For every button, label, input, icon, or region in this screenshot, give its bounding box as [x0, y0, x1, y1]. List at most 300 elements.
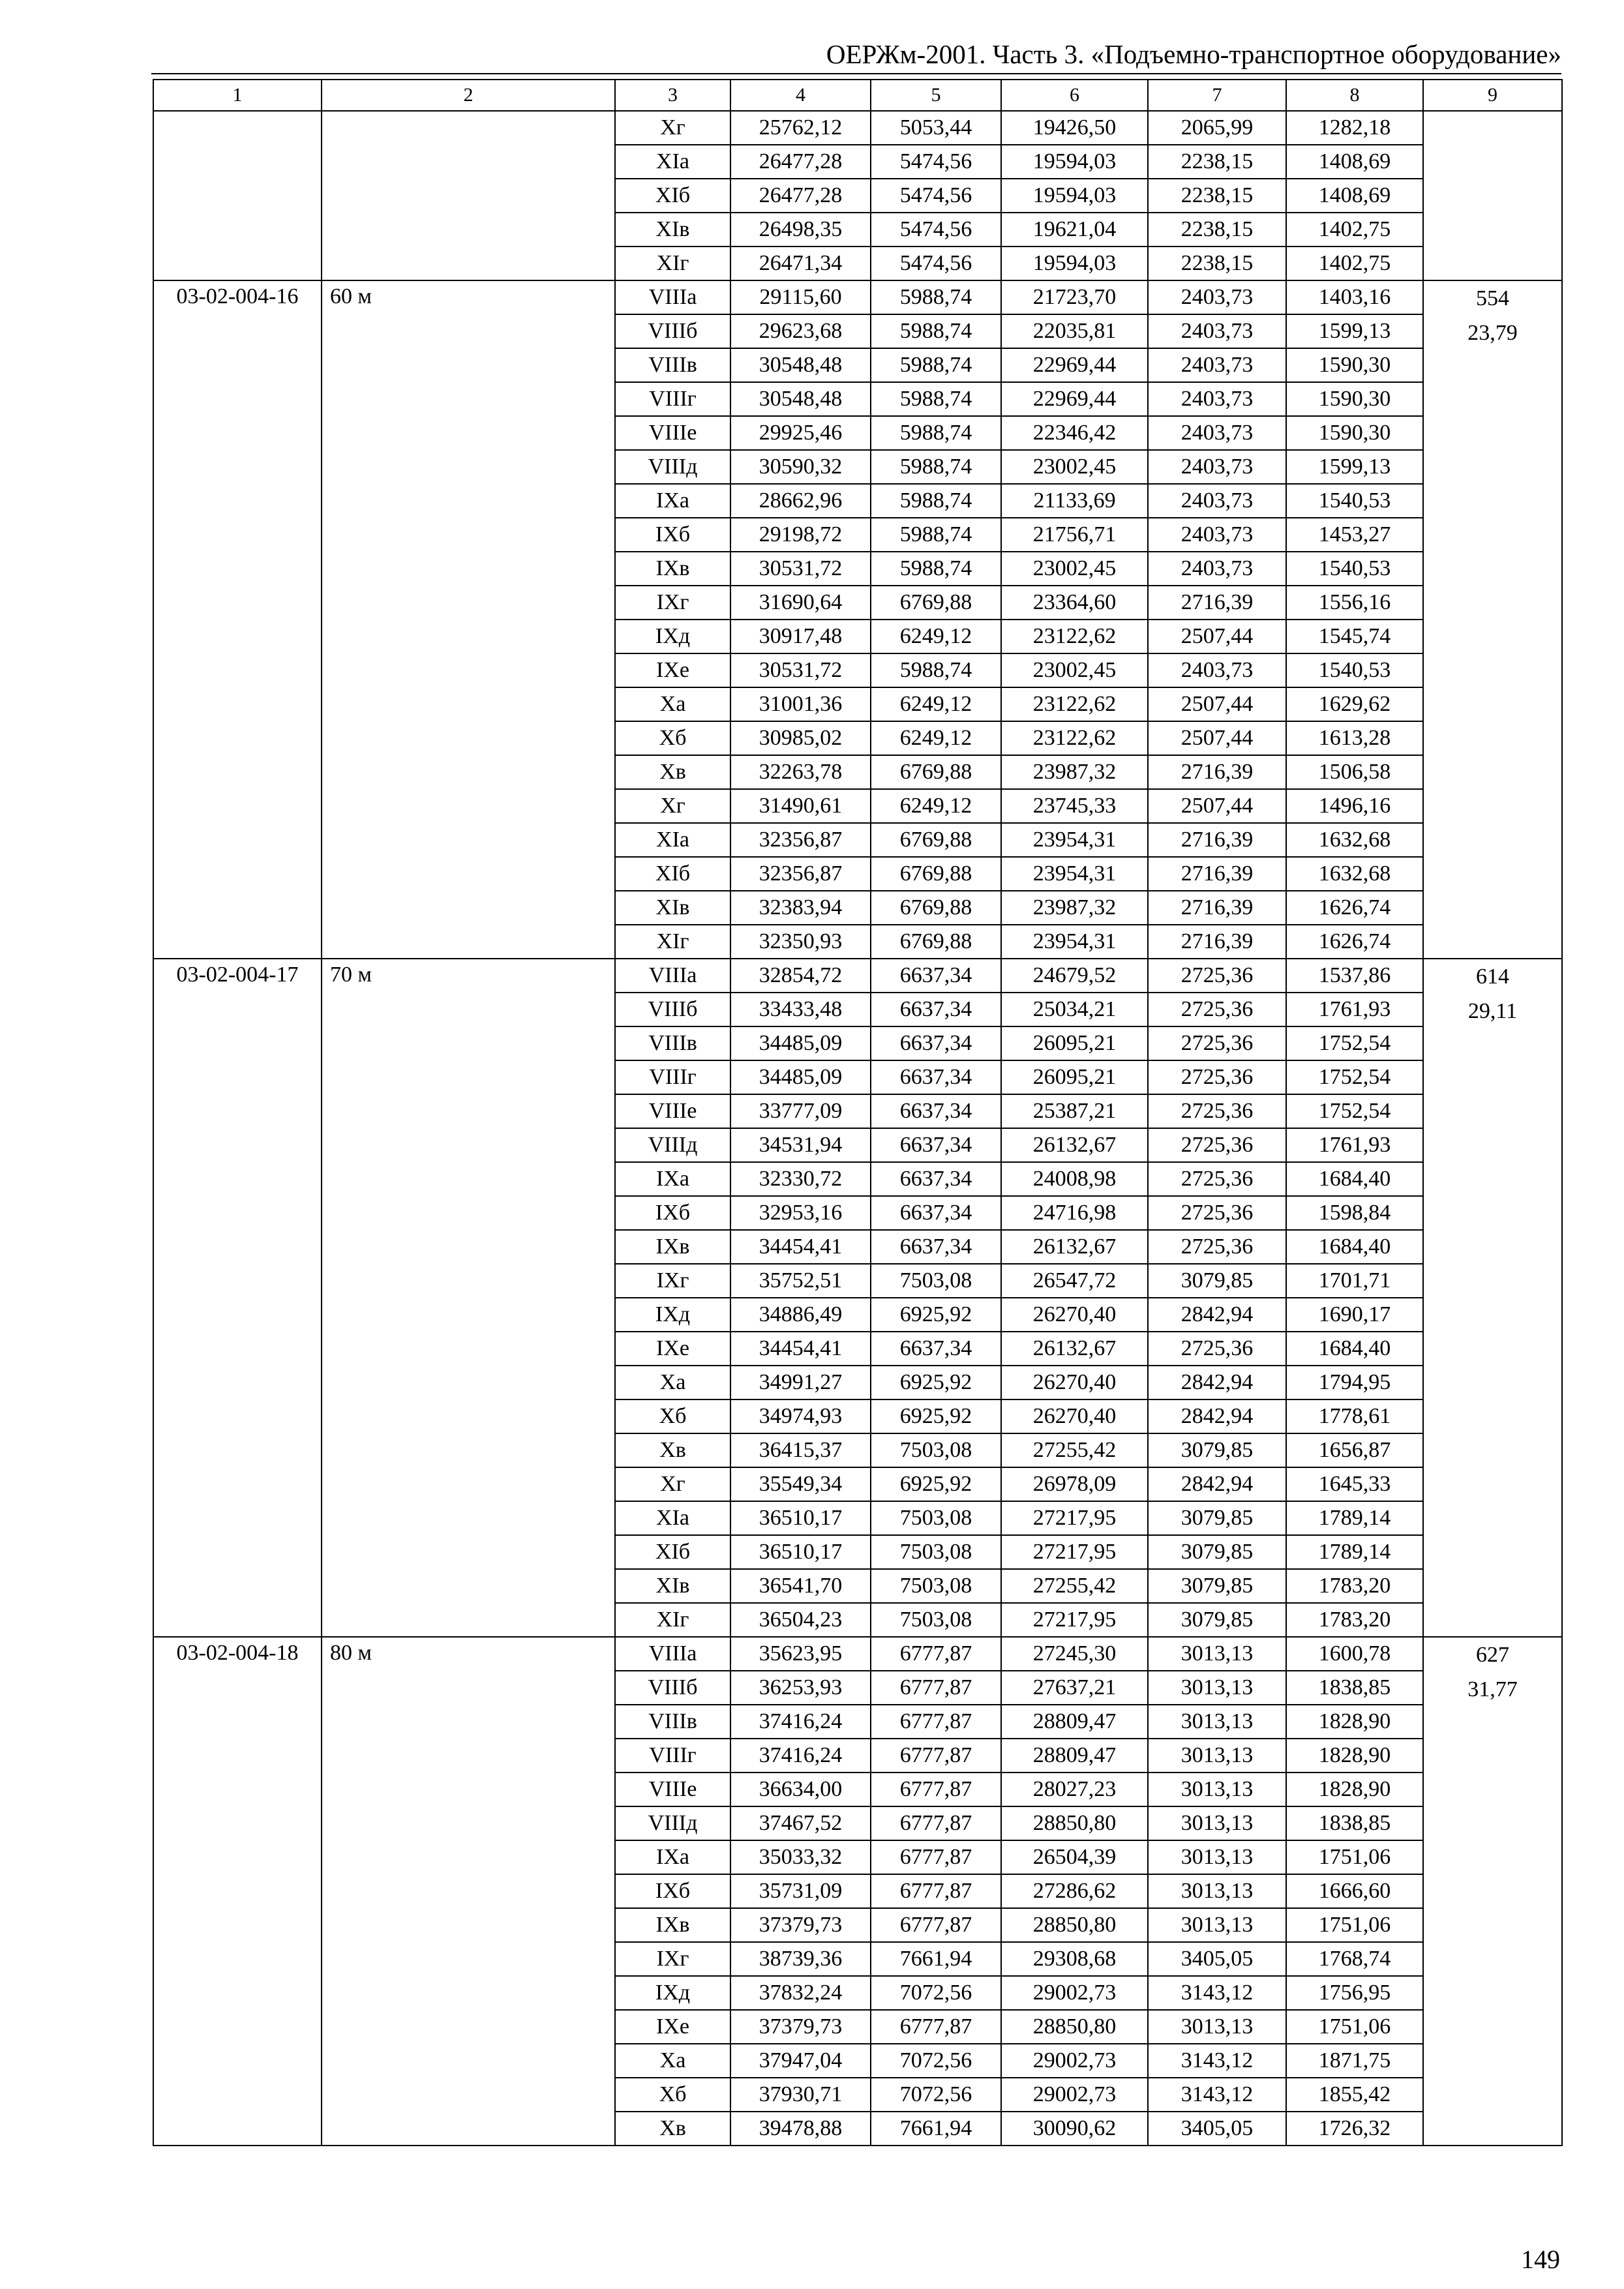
row-value: 35623,95 — [730, 1637, 871, 1671]
row-value: 6925,92 — [871, 1298, 1001, 1332]
rate-code: 03-02-004-18 — [153, 1637, 322, 2146]
row-value: 6925,92 — [871, 1399, 1001, 1433]
row-value: 1656,87 — [1286, 1433, 1423, 1467]
row-value: 2403,73 — [1148, 518, 1286, 552]
row-value: 19594,03 — [1001, 247, 1148, 280]
extra-value: 614 — [1476, 965, 1509, 989]
row-value: 6769,88 — [871, 823, 1001, 857]
row-value: 6769,88 — [871, 857, 1001, 891]
row-value: 32356,87 — [730, 823, 871, 857]
row-category: XIв — [615, 891, 730, 925]
row-category: XIа — [615, 823, 730, 857]
row-value: 7072,56 — [871, 2044, 1001, 2078]
row-value: 26498,35 — [730, 213, 871, 247]
column-number: 1 — [153, 80, 322, 111]
row-value: 7661,94 — [871, 1942, 1001, 1976]
row-value: 3079,85 — [1148, 1603, 1286, 1637]
row-category: XIв — [615, 213, 730, 247]
row-category: IXе — [615, 1332, 730, 1366]
row-value: 7072,56 — [871, 1976, 1001, 2010]
row-value: 6637,34 — [871, 993, 1001, 1026]
row-value: 6777,87 — [871, 1806, 1001, 1840]
row-category: XIб — [615, 1535, 730, 1569]
row-category: XIг — [615, 925, 730, 959]
row-value: 2842,94 — [1148, 1298, 1286, 1332]
row-value: 1768,74 — [1286, 1942, 1423, 1976]
row-value: 32263,78 — [730, 755, 871, 789]
row-value: 1598,84 — [1286, 1196, 1423, 1230]
row-value: 3013,13 — [1148, 1874, 1286, 1908]
row-value: 6249,12 — [871, 620, 1001, 653]
row-value: 19594,03 — [1001, 179, 1148, 213]
row-value: 2403,73 — [1148, 314, 1286, 348]
row-value: 6637,34 — [871, 1060, 1001, 1094]
row-value: 1645,33 — [1286, 1467, 1423, 1501]
row-value: 3013,13 — [1148, 1671, 1286, 1705]
row-value: 1690,17 — [1286, 1298, 1423, 1332]
row-value: 3013,13 — [1148, 1705, 1286, 1739]
row-value: 23954,31 — [1001, 823, 1148, 857]
column-number: 2 — [322, 80, 615, 111]
row-category: Xа — [615, 687, 730, 721]
row-value: 29925,46 — [730, 416, 871, 450]
row-value: 22346,42 — [1001, 416, 1148, 450]
row-value: 35731,09 — [730, 1874, 871, 1908]
row-value: 34454,41 — [730, 1230, 871, 1264]
row-value: 3013,13 — [1148, 1637, 1286, 1671]
row-value: 26270,40 — [1001, 1366, 1148, 1399]
row-value: 2725,36 — [1148, 1332, 1286, 1366]
row-value: 35752,51 — [730, 1264, 871, 1298]
row-value: 2403,73 — [1148, 552, 1286, 586]
row-category: Xг — [615, 1467, 730, 1501]
row-value: 2716,39 — [1148, 891, 1286, 925]
row-value: 29002,73 — [1001, 2078, 1148, 2112]
row-category: IXа — [615, 1162, 730, 1196]
row-value: 2716,39 — [1148, 755, 1286, 789]
row-value: 26547,72 — [1001, 1264, 1148, 1298]
row-value: 2403,73 — [1148, 484, 1286, 518]
row-value: 32356,87 — [730, 857, 871, 891]
rate-extra — [1423, 111, 1562, 280]
row-category: Xв — [615, 2112, 730, 2146]
row-value: 33777,09 — [730, 1094, 871, 1128]
row-category: VIIIд — [615, 1806, 730, 1840]
row-value: 1626,74 — [1286, 925, 1423, 959]
row-value: 1783,20 — [1286, 1569, 1423, 1603]
row-value: 28027,23 — [1001, 1773, 1148, 1806]
row-value: 1752,54 — [1286, 1060, 1423, 1094]
page-number: 149 — [1521, 2245, 1560, 2274]
row-value: 36415,37 — [730, 1433, 871, 1467]
row-value: 26477,28 — [730, 179, 871, 213]
row-value: 27286,62 — [1001, 1874, 1148, 1908]
row-value: 7503,08 — [871, 1433, 1001, 1467]
row-value: 30531,72 — [730, 552, 871, 586]
row-value: 2238,15 — [1148, 247, 1286, 280]
rate-name: 60 м — [322, 280, 615, 959]
row-category: IXг — [615, 586, 730, 620]
row-value: 7503,08 — [871, 1264, 1001, 1298]
row-value: 36541,70 — [730, 1569, 871, 1603]
row-category: IXд — [615, 1298, 730, 1332]
row-value: 34485,09 — [730, 1026, 871, 1060]
row-value: 3013,13 — [1148, 1773, 1286, 1806]
row-value: 6249,12 — [871, 789, 1001, 823]
row-category: IXв — [615, 1908, 730, 1942]
row-value: 25762,12 — [730, 111, 871, 145]
row-value: 25387,21 — [1001, 1094, 1148, 1128]
row-value: 3143,12 — [1148, 2078, 1286, 2112]
row-value: 19426,50 — [1001, 111, 1148, 145]
table-row — [153, 1637, 1562, 1671]
row-value: 37947,04 — [730, 2044, 871, 2078]
row-value: 2842,94 — [1148, 1366, 1286, 1399]
table-body — [153, 111, 1562, 2146]
row-value: 7503,08 — [871, 1603, 1001, 1637]
row-value: 1855,42 — [1286, 2078, 1423, 2112]
column-number-row — [153, 80, 1562, 111]
row-value: 24716,98 — [1001, 1196, 1148, 1230]
row-category: VIIIе — [615, 416, 730, 450]
row-value: 2403,73 — [1148, 416, 1286, 450]
row-category: VIIIв — [615, 348, 730, 382]
row-value: 2403,73 — [1148, 653, 1286, 687]
row-value: 27637,21 — [1001, 1671, 1148, 1705]
row-value: 2507,44 — [1148, 620, 1286, 653]
row-value: 7661,94 — [871, 2112, 1001, 2146]
row-value: 3079,85 — [1148, 1535, 1286, 1569]
row-value: 2725,36 — [1148, 1196, 1286, 1230]
row-value: 3013,13 — [1148, 2010, 1286, 2044]
row-category: VIIIг — [615, 382, 730, 416]
rate-name: 80 м — [322, 1637, 615, 2146]
row-value: 3013,13 — [1148, 1840, 1286, 1874]
row-value: 30548,48 — [730, 382, 871, 416]
row-value: 1408,69 — [1286, 179, 1423, 213]
row-value: 2065,99 — [1148, 111, 1286, 145]
row-value: 1828,90 — [1286, 1739, 1423, 1773]
row-value: 22035,81 — [1001, 314, 1148, 348]
row-value: 30090,62 — [1001, 2112, 1148, 2146]
row-value: 2842,94 — [1148, 1399, 1286, 1433]
row-value: 1761,93 — [1286, 993, 1423, 1026]
row-category: VIIIб — [615, 314, 730, 348]
row-value: 32854,72 — [730, 959, 871, 993]
row-value: 1632,68 — [1286, 823, 1423, 857]
row-value: 37416,24 — [730, 1739, 871, 1773]
table-row — [153, 111, 1562, 145]
row-value: 1402,75 — [1286, 247, 1423, 280]
extra-value: 29,11 — [1467, 999, 1518, 1023]
row-category: IXб — [615, 518, 730, 552]
rate-name — [322, 111, 615, 280]
row-value: 1590,30 — [1286, 382, 1423, 416]
row-value: 30917,48 — [730, 620, 871, 653]
row-category: VIIIг — [615, 1739, 730, 1773]
row-value: 1632,68 — [1286, 857, 1423, 891]
row-value: 5474,56 — [871, 179, 1001, 213]
row-value: 24008,98 — [1001, 1162, 1148, 1196]
row-value: 28809,47 — [1001, 1739, 1148, 1773]
row-value: 2725,36 — [1148, 993, 1286, 1026]
row-value: 6777,87 — [871, 1773, 1001, 1806]
row-value: 3013,13 — [1148, 1806, 1286, 1840]
row-value: 23364,60 — [1001, 586, 1148, 620]
row-value: 1600,78 — [1286, 1637, 1423, 1671]
row-category: VIIIб — [615, 993, 730, 1026]
row-value: 21723,70 — [1001, 280, 1148, 314]
row-value: 1789,14 — [1286, 1535, 1423, 1569]
row-value: 1506,58 — [1286, 755, 1423, 789]
row-value: 3143,12 — [1148, 1976, 1286, 2010]
row-value: 1756,95 — [1286, 1976, 1423, 2010]
row-category: IXд — [615, 1976, 730, 2010]
row-value: 2725,36 — [1148, 1230, 1286, 1264]
row-value: 6769,88 — [871, 925, 1001, 959]
row-value: 5988,74 — [871, 314, 1001, 348]
row-value: 37467,52 — [730, 1806, 871, 1840]
row-value: 5474,56 — [871, 247, 1001, 280]
rate-code — [153, 111, 322, 280]
row-category: IXв — [615, 1230, 730, 1264]
row-value: 27217,95 — [1001, 1603, 1148, 1637]
row-value: 36510,17 — [730, 1535, 871, 1569]
row-category: XIб — [615, 179, 730, 213]
row-value: 2842,94 — [1148, 1467, 1286, 1501]
row-value: 1684,40 — [1286, 1162, 1423, 1196]
row-value: 6925,92 — [871, 1467, 1001, 1501]
row-category: IXв — [615, 552, 730, 586]
row-value: 6769,88 — [871, 755, 1001, 789]
row-category: VIIIд — [615, 1128, 730, 1162]
row-value: 1684,40 — [1286, 1230, 1423, 1264]
row-value: 30548,48 — [730, 348, 871, 382]
row-value: 23002,45 — [1001, 450, 1148, 484]
row-value: 5988,74 — [871, 484, 1001, 518]
row-value: 2507,44 — [1148, 721, 1286, 755]
row-category: XIа — [615, 1501, 730, 1535]
row-category: Xб — [615, 2078, 730, 2112]
row-value: 29198,72 — [730, 518, 871, 552]
row-value: 1590,30 — [1286, 416, 1423, 450]
row-value: 25034,21 — [1001, 993, 1148, 1026]
row-value: 26978,09 — [1001, 1467, 1148, 1501]
row-value: 32350,93 — [730, 925, 871, 959]
row-value: 3143,12 — [1148, 2044, 1286, 2078]
row-value: 33433,48 — [730, 993, 871, 1026]
row-value: 1282,18 — [1286, 111, 1423, 145]
row-value: 23122,62 — [1001, 620, 1148, 653]
row-value: 6777,87 — [871, 1908, 1001, 1942]
row-value: 6777,87 — [871, 1671, 1001, 1705]
row-value: 1828,90 — [1286, 1705, 1423, 1739]
row-value: 34974,93 — [730, 1399, 871, 1433]
column-number: 9 — [1423, 80, 1562, 111]
row-category: Xа — [615, 2044, 730, 2078]
row-value: 1751,06 — [1286, 2010, 1423, 2044]
row-value: 23954,31 — [1001, 857, 1148, 891]
table-row — [153, 959, 1562, 993]
row-value: 1794,95 — [1286, 1366, 1423, 1399]
row-value: 1453,27 — [1286, 518, 1423, 552]
row-category: IXе — [615, 653, 730, 687]
row-value: 27255,42 — [1001, 1433, 1148, 1467]
row-value: 37832,24 — [730, 1976, 871, 2010]
row-value: 1871,75 — [1286, 2044, 1423, 2078]
row-value: 23987,32 — [1001, 891, 1148, 925]
row-value: 23002,45 — [1001, 653, 1148, 687]
row-value: 26504,39 — [1001, 1840, 1148, 1874]
row-category: XIг — [615, 247, 730, 280]
row-value: 1701,71 — [1286, 1264, 1423, 1298]
row-category: VIIIд — [615, 450, 730, 484]
row-category: XIг — [615, 1603, 730, 1637]
row-value: 31490,61 — [730, 789, 871, 823]
row-value: 37379,73 — [730, 2010, 871, 2044]
row-value: 1828,90 — [1286, 1773, 1423, 1806]
row-value: 37379,73 — [730, 1908, 871, 1942]
row-value: 29623,68 — [730, 314, 871, 348]
row-value: 1599,13 — [1286, 450, 1423, 484]
row-value: 36634,00 — [730, 1773, 871, 1806]
row-value: 24679,52 — [1001, 959, 1148, 993]
row-category: Xг — [615, 111, 730, 145]
row-value: 1408,69 — [1286, 145, 1423, 179]
row-value: 5988,74 — [871, 518, 1001, 552]
row-value: 2725,36 — [1148, 1026, 1286, 1060]
row-value: 2238,15 — [1148, 179, 1286, 213]
table-row — [153, 280, 1562, 314]
row-value: 36253,93 — [730, 1671, 871, 1705]
row-category: XIа — [615, 145, 730, 179]
row-value: 2716,39 — [1148, 925, 1286, 959]
row-value: 30985,02 — [730, 721, 871, 755]
row-category: Xв — [615, 755, 730, 789]
row-value: 1761,93 — [1286, 1128, 1423, 1162]
row-value: 2725,36 — [1148, 959, 1286, 993]
row-value: 26095,21 — [1001, 1026, 1148, 1060]
row-value: 26270,40 — [1001, 1298, 1148, 1332]
row-value: 3013,13 — [1148, 1908, 1286, 1942]
row-value: 5988,74 — [871, 416, 1001, 450]
row-category: VIIIа — [615, 280, 730, 314]
row-value: 2725,36 — [1148, 1128, 1286, 1162]
row-value: 2507,44 — [1148, 687, 1286, 721]
column-number: 3 — [615, 80, 730, 111]
row-value: 2725,36 — [1148, 1162, 1286, 1196]
extra-value: 31,77 — [1467, 1677, 1518, 1701]
row-value: 26477,28 — [730, 145, 871, 179]
column-number: 4 — [730, 80, 871, 111]
row-value: 6637,34 — [871, 959, 1001, 993]
row-value: 1403,16 — [1286, 280, 1423, 314]
extra-value: 23,79 — [1467, 321, 1518, 345]
row-category: VIIIг — [615, 1060, 730, 1094]
row-value: 1751,06 — [1286, 1840, 1423, 1874]
row-value: 23745,33 — [1001, 789, 1148, 823]
row-value: 7503,08 — [871, 1569, 1001, 1603]
row-value: 34485,09 — [730, 1060, 871, 1094]
row-value: 36510,17 — [730, 1501, 871, 1535]
row-value: 2238,15 — [1148, 213, 1286, 247]
row-value: 32383,94 — [730, 891, 871, 925]
row-value: 2403,73 — [1148, 450, 1286, 484]
extra-value: 627 — [1476, 1643, 1509, 1667]
row-value: 5474,56 — [871, 213, 1001, 247]
row-value: 19594,03 — [1001, 145, 1148, 179]
row-value: 23987,32 — [1001, 755, 1148, 789]
row-value: 6637,34 — [871, 1094, 1001, 1128]
row-value: 23954,31 — [1001, 925, 1148, 959]
row-value: 3079,85 — [1148, 1433, 1286, 1467]
row-value: 6777,87 — [871, 1739, 1001, 1773]
row-value: 29308,68 — [1001, 1942, 1148, 1976]
row-value: 3079,85 — [1148, 1569, 1286, 1603]
row-value: 28850,80 — [1001, 2010, 1148, 2044]
row-value: 26270,40 — [1001, 1399, 1148, 1433]
row-value: 2716,39 — [1148, 857, 1286, 891]
rates-table — [153, 79, 1563, 2146]
row-value: 37930,71 — [730, 2078, 871, 2112]
row-value: 29002,73 — [1001, 2044, 1148, 2078]
row-value: 1684,40 — [1286, 1332, 1423, 1366]
row-value: 34531,94 — [730, 1128, 871, 1162]
row-category: IXа — [615, 484, 730, 518]
rate-code: 03-02-004-17 — [153, 959, 322, 1637]
row-value: 6777,87 — [871, 1840, 1001, 1874]
row-value: 36504,23 — [730, 1603, 871, 1637]
row-value: 1556,16 — [1286, 586, 1423, 620]
row-value: 2716,39 — [1148, 586, 1286, 620]
row-value: 27245,30 — [1001, 1637, 1148, 1671]
row-value: 6777,87 — [871, 2010, 1001, 2044]
row-category: VIIIе — [615, 1773, 730, 1806]
row-value: 29002,73 — [1001, 1976, 1148, 2010]
row-value: 3079,85 — [1148, 1501, 1286, 1535]
row-value: 23122,62 — [1001, 687, 1148, 721]
row-category: XIв — [615, 1569, 730, 1603]
row-category: Xа — [615, 1366, 730, 1399]
row-value: 1752,54 — [1286, 1094, 1423, 1128]
row-value: 26095,21 — [1001, 1060, 1148, 1094]
rate-code: 03-02-004-16 — [153, 280, 322, 959]
row-category: IXг — [615, 1942, 730, 1976]
row-value: 29115,60 — [730, 280, 871, 314]
row-value: 27217,95 — [1001, 1535, 1148, 1569]
row-value: 6637,34 — [871, 1332, 1001, 1366]
row-category: VIIIе — [615, 1094, 730, 1128]
column-number: 7 — [1148, 80, 1286, 111]
row-value: 28662,96 — [730, 484, 871, 518]
row-value: 2725,36 — [1148, 1094, 1286, 1128]
row-value: 23122,62 — [1001, 721, 1148, 755]
row-value: 6925,92 — [871, 1366, 1001, 1399]
row-category: IXб — [615, 1196, 730, 1230]
row-value: 1752,54 — [1286, 1026, 1423, 1060]
row-value: 27255,42 — [1001, 1569, 1148, 1603]
row-value: 28850,80 — [1001, 1806, 1148, 1840]
row-value: 1590,30 — [1286, 348, 1423, 382]
row-category: IXа — [615, 1840, 730, 1874]
row-value: 1789,14 — [1286, 1501, 1423, 1535]
row-value: 28850,80 — [1001, 1908, 1148, 1942]
row-value: 1540,53 — [1286, 552, 1423, 586]
row-value: 6777,87 — [871, 1874, 1001, 1908]
row-value: 31690,64 — [730, 586, 871, 620]
row-category: VIIIб — [615, 1671, 730, 1705]
row-category: IXд — [615, 620, 730, 653]
